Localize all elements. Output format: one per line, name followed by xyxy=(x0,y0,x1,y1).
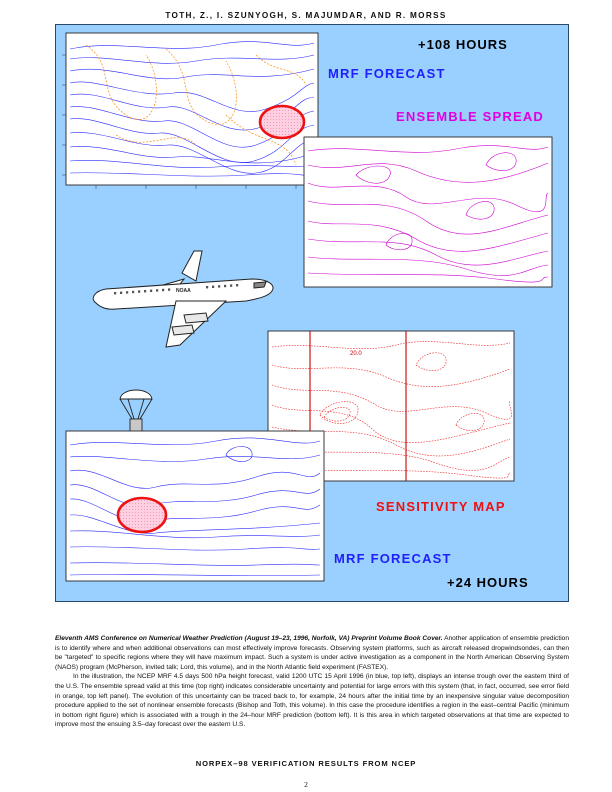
aircraft-cockpit-window xyxy=(254,282,266,288)
sensitivity-value-label: 20.0 xyxy=(350,351,362,357)
aircraft-tail-fin xyxy=(182,251,202,281)
label-mrf-forecast-top: MRF FORECAST xyxy=(328,66,446,81)
label-sensitivity-map: SENSITIVITY MAP xyxy=(376,499,506,514)
aircraft-illustration xyxy=(93,251,273,347)
page-number: 2 xyxy=(304,780,308,789)
running-header-authors: TOTH, Z., I. SZUNYOGH, S. MAJUMDAR, AND R. MORSS xyxy=(165,11,447,20)
target-region-circle-24h xyxy=(118,498,166,532)
mrf-forecast-108h-panel xyxy=(62,33,318,189)
mrf-forecast-24h-panel xyxy=(66,431,324,581)
caption-lead: Eleventh AMS Conference on Numerical Weather Prediction (August 19–23, 1996, Norfolk, VA) Preprint Volume Book Cover. xyxy=(55,635,443,642)
parachute-canopy xyxy=(120,390,152,399)
aircraft-engine xyxy=(172,325,194,335)
section-banner: NORPEX–98 VERIFICATION RESULTS FROM NCEP xyxy=(195,759,417,768)
label-mrf-forecast-bottom: MRF FORECAST xyxy=(334,551,452,566)
caption-paragraph-1-text: Another application of ensemble prediction is to identify where and when additional observations can most effectively improve forecasts. Observing system platforms, such as aircraft released dropwindsondes, can then be "targeted" to specific regions where they will have maximum impact. Such a system is under active investigation as a component in the North American Observing System (NAOS) program (McPherson, invited talk; Lord, this volume), and in the North Atlantic field experiment (FASTEX). xyxy=(55,635,569,671)
aircraft-marking: NOAA xyxy=(176,288,191,294)
label-plus-108-hours: +108 HOURS xyxy=(418,37,508,52)
figure-caption xyxy=(55,634,569,730)
label-plus-24-hours: +24 HOURS xyxy=(447,575,529,590)
target-region-circle-108h xyxy=(260,106,304,138)
caption-paragraph-1 xyxy=(55,634,569,672)
label-ensemble-spread: ENSEMBLE SPREAD xyxy=(396,109,545,124)
aircraft-wing xyxy=(166,301,226,347)
aircraft-engine xyxy=(184,313,208,323)
ensemble-spread-panel xyxy=(304,137,552,287)
caption-paragraph-2: In the illustration, the NCEP MRF 4.5 days 500 hPa height forecast, valid 1200 UTC 15 April 1996 (in blue, top left), displays an intense trough over the eastern third of the U.S. The ensemble spread valid at this time (top right) indicates considerable uncertainty and potential for large errors with this system (that, in fact, occurred, see error field in orange, top left panel). The evolution of this uncertainty can be traced back to, for example, 24 hours after the initial time by an inexpensive singular value decomposition procedure applied to the set of nonlinear ensemble forecasts (Bishop and Toth, this volume). In this case the procedure identifies a region in the east–central Pacific (minimum in bottom right figure) which is associated with a trough in the 24–hour MRF prediction (bottom left). It is this area in which targeted observations at that time are expected to improve most the ensuing 3.5–day forecast over the eastern U.S. xyxy=(55,673,569,729)
dropwindsonde-parachute xyxy=(120,390,152,433)
book-cover-illustration xyxy=(55,24,569,602)
